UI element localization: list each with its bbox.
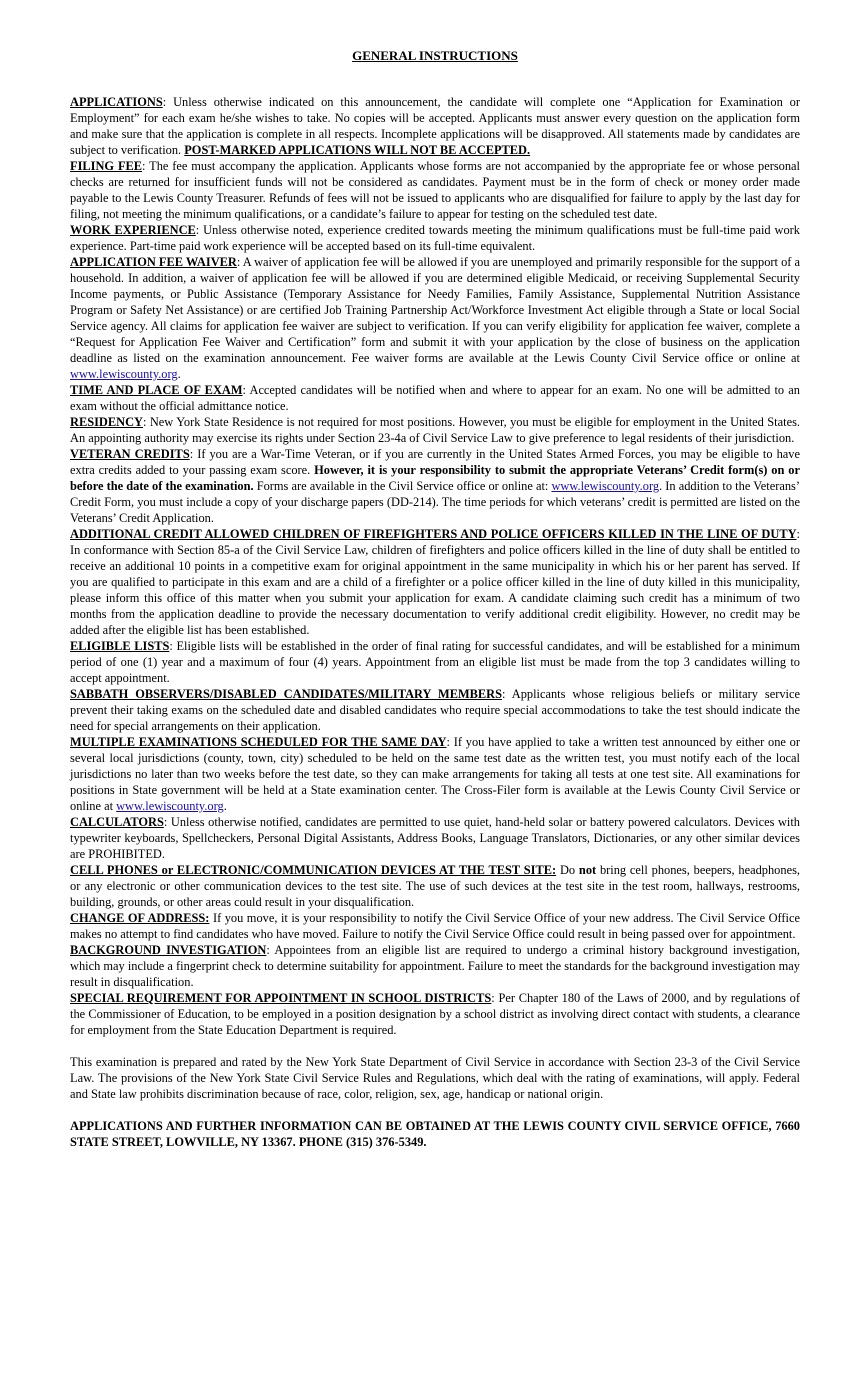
closing-paragraph: This examination is prepared and rated by the New York State Department of Civil Service in accordance with Section 23-3 of the Civil Service Law. The provisions of the New York State Civil Service Rules and Regulations, which deal with the rating of examinations, will apply. Federal and State law prohibits discrimination because of race, color, religion, sex, age, handicap or national origin. — [70, 1055, 800, 1101]
section-text: . In addition to the Veterans’ Credit Form, you must include a copy of your discharge papers (DD-214). The time periods for which veterans’ credit is permitted are listed on the Veterans’ Credit Application. — [70, 479, 800, 525]
section-applications — [70, 94, 800, 158]
section-heading: CHANGE OF ADDRESS: — [70, 911, 210, 925]
section-heading: CELL PHONES or ELECTRONIC/COMMUNICATION DEVICES AT THE TEST SITE: — [70, 863, 557, 877]
section-multiple-exams — [70, 734, 800, 814]
spacer — [70, 1102, 800, 1118]
section-background — [70, 942, 800, 990]
section-heading: VETERAN CREDITS — [70, 447, 190, 461]
section-text: If you move, it is your responsibility to notify the Civil Service Office of your new address. The Civil Service Office makes no attempt to find candidates who have moved. Failure to notify the Civil Service Office could result in being passed over for appointment. — [70, 911, 800, 941]
section-text: : Unless otherwise noted, experience credited towards meeting the minimum qualifications must be full-time paid work experience. Part-time paid work experience will be accepted based on its full-time equivalent. — [70, 223, 800, 253]
section-text: Do — [556, 863, 579, 877]
section-heading: BACKGROUND INVESTIGATION — [70, 943, 267, 957]
section-sabbath — [70, 686, 800, 734]
website-link[interactable]: www.lewiscounty.org — [116, 799, 224, 813]
section-filing-fee — [70, 158, 800, 222]
section-text: : If you have applied to take a written test announced by either one or several local jurisdictions (county, town, city) scheduled to be held on the same test date as the written test, you must notify each of the local jurisdictions no later than two weeks before the test date, so they can make arrangements for taking all tests at one test site. All examinations for positions in State government will be held at a State examination center. The Cross-Filer form is available at the Lewis County Civil Service or online at — [70, 735, 800, 813]
section-veteran-credits — [70, 446, 800, 526]
section-text-tail: . — [177, 367, 181, 381]
document-page — [70, 48, 800, 1150]
section-heading: SPECIAL REQUIREMENT FOR APPOINTMENT IN SCHOOL DISTRICTS — [70, 991, 492, 1005]
section-special-requirement — [70, 990, 800, 1038]
section-heading: WORK EXPERIENCE — [70, 223, 196, 237]
section-work-experience — [70, 222, 800, 254]
contact-footer: APPLICATIONS AND FURTHER INFORMATION CAN BE OBTAINED AT THE LEWIS COUNTY CIVIL SERVICE OFFICE, 7660 STATE STREET, LOWVILLE, NY 13367. PHONE (315) 376-5349. — [70, 1119, 800, 1149]
website-link[interactable]: www.lewiscounty.org — [70, 367, 178, 381]
section-text: : A waiver of application fee will be allowed if you are unemployed and primarily responsible for the support of a household. In addition, a waiver of application fee will be allowed if you are determined eligible Medicaid, or receiving Supplemental Security Income payments, or Public Assistance (Temporary Assistance for Needy Families, Family Assistance, Supplemental Nutrition Assistance Program or Safety Net Assistance) or are certified Job Training Partnership Act/Workforce Investment Act eligible through a State or local Social Service agency. All claims for application fee waiver are subject to verification. If you can verify eligibility for application fee waiver, complete a “Request for Application Fee Waiver and Certification” form and submit it with your application by the close of business on the application deadline as listed on the examination announcement. Fee waiver forms are available at the Lewis County Civil Service office or online at — [70, 255, 800, 365]
section-change-address — [70, 910, 800, 942]
section-text: : Accepted candidates will be notified when and where to appear for an exam. No one will be admitted to an exam without the official admittance notice. — [70, 383, 800, 413]
section-cell-phones — [70, 862, 800, 910]
section-heading: CALCULATORS — [70, 815, 164, 829]
spacer — [70, 1038, 800, 1054]
section-text: Forms are available in the Civil Service office or online at: — [253, 479, 552, 493]
section-heading: RESIDENCY — [70, 415, 143, 429]
section-text-tail: . — [223, 799, 227, 813]
section-text: : Appointees from an eligible list are required to undergo a criminal history background investigation, which may include a fingerprint check to determine suitability for appointment. Failure to meet the standards for the background investigation may result in disqualification. — [70, 943, 800, 989]
section-residency — [70, 414, 800, 446]
section-text: bring cell phones, beepers, headphones, or any electronic or other communication devices to the test site. The use of such devices at the test site in the test room, hallways, restrooms, building, grounds, or other areas could result in your disqualification. — [70, 863, 800, 909]
section-heading: MULTIPLE EXAMINATIONS SCHEDULED FOR THE SAME DAY — [70, 735, 447, 749]
section-heading: SABBATH OBSERVERS/DISABLED CANDIDATES/MILITARY MEMBERS — [70, 687, 503, 701]
section-text: : Eligible lists will be established in the order of final rating for successful candidates, and will be established for a minimum period of one (1) year and a maximum of four (4) years. Appointment from an eligible list must be made from the top 3 candidates willing to accept appointment. — [70, 639, 800, 685]
page-title: GENERAL INSTRUCTIONS — [352, 48, 518, 63]
section-heading: FILING FEE — [70, 159, 143, 173]
section-heading: APPLICATIONS — [70, 95, 163, 109]
section-text: : In conformance with Section 85-a of the Civil Service Law, children of firefighters and police officers killed in the line of duty shall be entitled to receive an additional 10 points in a competitive exam for original appointment in the same municipality in which his or her parent has served. If you are qualified to participate in this exam and are a child of a firefighter or a police officer killed in the line of duty killed in this municipality, please inform this office of this matter when you submit your application for exam. A candidate claiming such credit has a minimum of two months from the application deadline to provide the necessary documentation to verify additional credit eligibility. However, no credit may be added after the eligible list has been established. — [70, 527, 800, 637]
section-text: : Unless otherwise indicated on this announcement, the candidate will complete one “Application for Examination or Employment” for each exam he/she wishes to take. No copies will be accepted. Applicants must answer every question on the application form and make sure that the application is complete in all respects. Incomplete applications will be disapproved. All statements made by candidates are subject to verification. — [70, 95, 800, 157]
section-text: : Per Chapter 180 of the Laws of 2000, and by regulations of the Commissioner of Education, to be employed in a position designation by a school district as involving direct contact with students, a clearance for employment from the State Education Department is required. — [70, 991, 800, 1037]
section-calculators — [70, 814, 800, 862]
section-text: : If you are a War-Time Veteran, or if you are currently in the United States Armed Forces, you may be eligible to have extra credits added to your passing exam score. — [70, 447, 800, 477]
section-text: : Unless otherwise notified, candidates are permitted to use quiet, hand-held solar or battery powered calculators. Devices with typewriter keyboards, Spellcheckers, Personal Digital Assistants, Address Books, Language Translators, Dictionaries, or any other similar devices are PROHIBITED. — [70, 815, 800, 861]
section-text: : New York State Residence is not required for most positions. However, you must be eligible for employment in the United States. An appointing authority may exercise its rights under Section 23-4a of Civil Service Law to give preference to legal residents of their jurisdiction. — [70, 415, 800, 445]
section-time-place — [70, 382, 800, 414]
section-heading: ADDITIONAL CREDIT ALLOWED CHILDREN OF FIREFIGHTERS AND POLICE OFFICERS KILLED IN THE LINE OF DUTY — [70, 527, 797, 541]
section-heading: ELIGIBLE LISTS — [70, 639, 170, 653]
section-eligible-lists — [70, 638, 800, 686]
section-emphasis: However, it is your responsibility to submit the appropriate Veterans’ Credit form(s) on or before the date of the examination. — [70, 463, 800, 493]
section-heading: TIME AND PLACE OF EXAM — [70, 383, 243, 397]
section-emphasis: not — [578, 863, 597, 877]
section-emphasis: POST-MARKED APPLICATIONS WILL NOT BE ACCEPTED. — [184, 143, 531, 157]
section-text: : The fee must accompany the application. Applicants whose forms are not accompanied by the appropriate fee or whose personal checks are returned for insufficient funds will not be considered as candidates. Payment must be in the form of check or money order made payable to the Lewis County Treasurer. Refunds of fees will not be issued to applicants who are disqualified for failure to apply by the last day for filing, not meeting the minimum qualifications, or a candidate’s failure to appear for testing on the scheduled test date. — [70, 159, 800, 221]
section-additional-credit — [70, 526, 800, 638]
section-heading: APPLICATION FEE WAIVER — [70, 255, 237, 269]
website-link[interactable]: www.lewiscounty.org — [551, 479, 660, 493]
section-text: : Applicants whose religious beliefs or military service prevent their taking exams on the scheduled date and disabled candidates who require special accommodations to take the test should indicate the need for special arrangements on their application. — [70, 687, 800, 733]
section-fee-waiver — [70, 254, 800, 382]
